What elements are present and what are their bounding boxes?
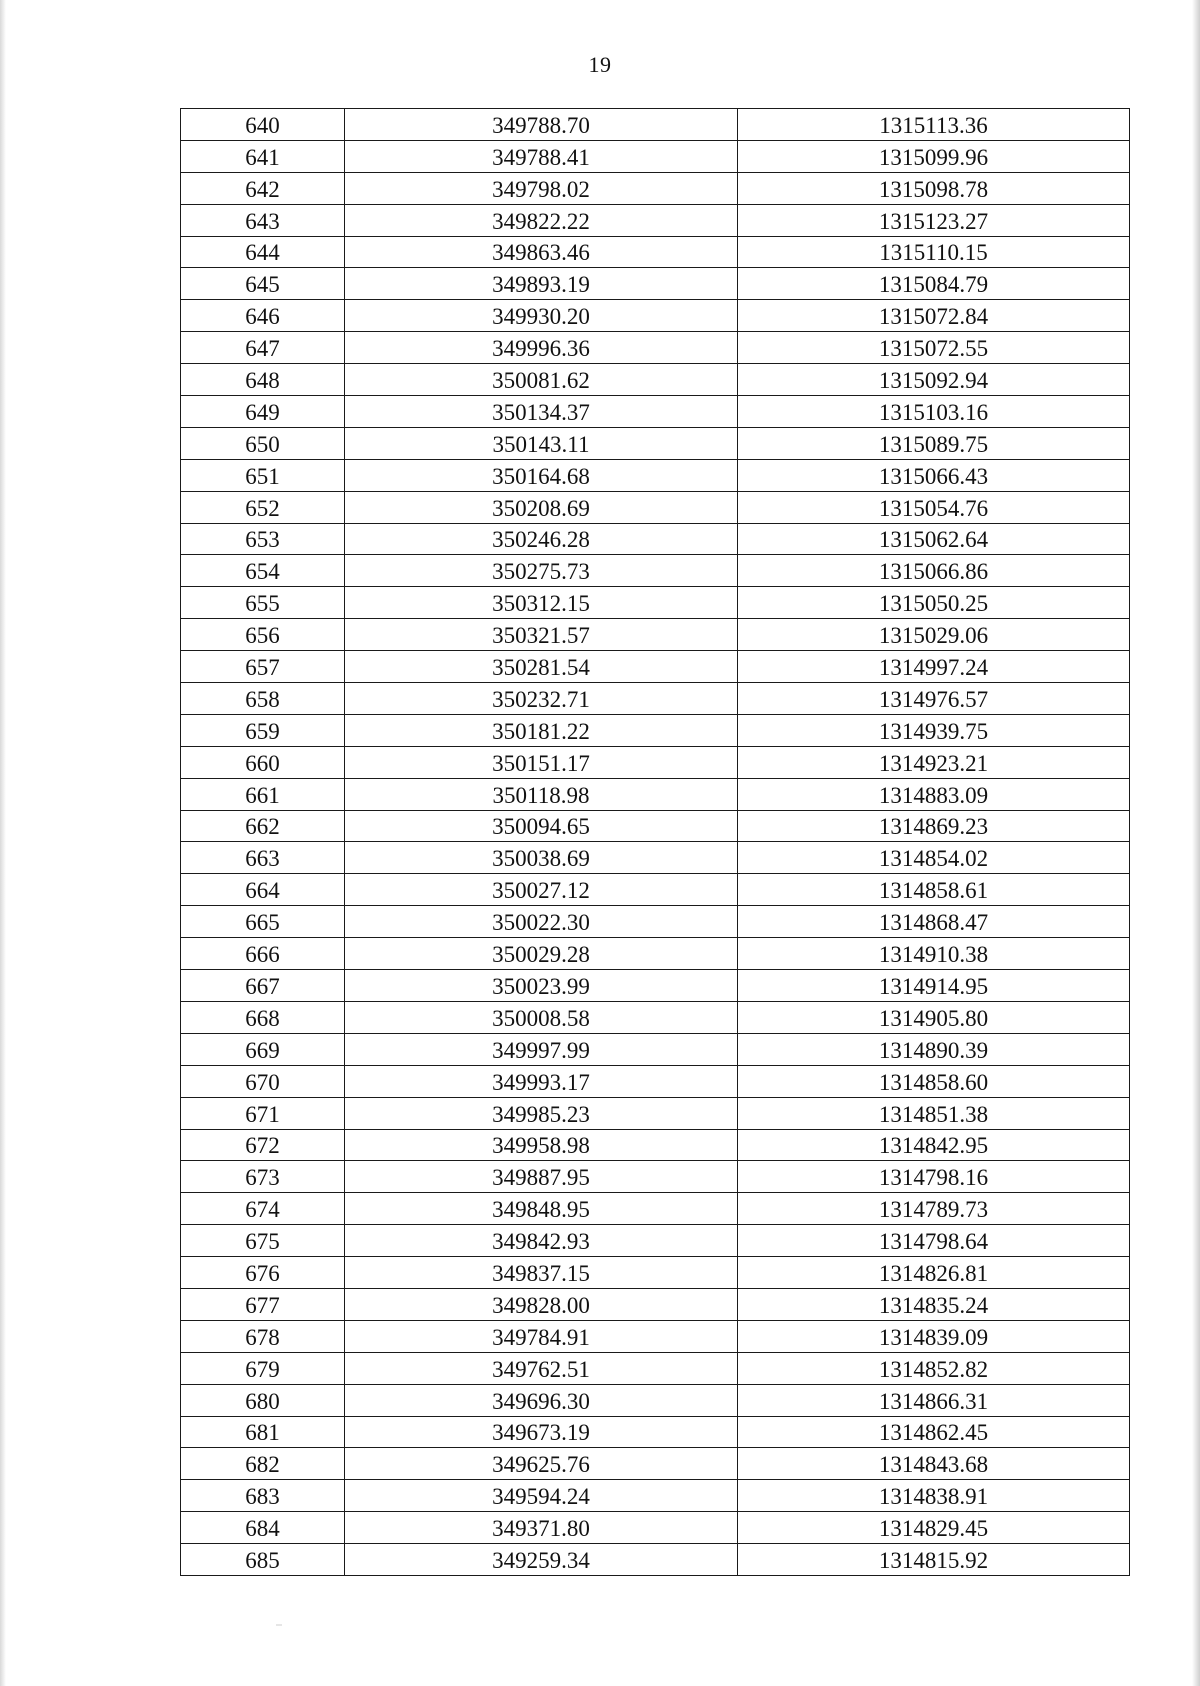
table-row [181, 714, 1130, 746]
point-id-cell: 677 [181, 1288, 345, 1320]
table-row [181, 683, 1130, 715]
y-coordinate-cell: 1315072.55 [738, 332, 1130, 364]
table-row [181, 204, 1130, 236]
y-coordinate-cell: 1314839.09 [738, 1320, 1130, 1352]
x-coordinate-cell: 350027.12 [345, 874, 738, 906]
x-coordinate-cell: 350081.62 [345, 364, 738, 396]
table-row [181, 459, 1130, 491]
y-coordinate-cell: 1314869.23 [738, 810, 1130, 842]
x-coordinate-cell: 349798.02 [345, 172, 738, 204]
table-row [181, 491, 1130, 523]
table-row [181, 1320, 1130, 1352]
x-coordinate-cell: 350038.69 [345, 842, 738, 874]
y-coordinate-cell: 1315066.43 [738, 459, 1130, 491]
scan-edge-right [1192, 0, 1200, 1686]
y-coordinate-cell: 1314923.21 [738, 746, 1130, 778]
x-coordinate-cell: 350246.28 [345, 523, 738, 555]
point-id-cell: 653 [181, 523, 345, 555]
y-coordinate-cell: 1315089.75 [738, 427, 1130, 459]
point-id-cell: 657 [181, 651, 345, 683]
y-coordinate-cell: 1314883.09 [738, 778, 1130, 810]
table-row [181, 236, 1130, 268]
x-coordinate-cell: 349696.30 [345, 1384, 738, 1416]
table-row [181, 1480, 1130, 1512]
point-id-cell: 643 [181, 204, 345, 236]
table-row [181, 1161, 1130, 1193]
x-coordinate-cell: 349259.34 [345, 1544, 738, 1576]
point-id-cell: 665 [181, 906, 345, 938]
y-coordinate-cell: 1314798.64 [738, 1225, 1130, 1257]
y-coordinate-cell: 1314843.68 [738, 1448, 1130, 1480]
x-coordinate-cell: 349893.19 [345, 268, 738, 300]
point-id-cell: 682 [181, 1448, 345, 1480]
point-id-cell: 641 [181, 140, 345, 172]
point-id-cell: 649 [181, 396, 345, 428]
table-row [181, 1448, 1130, 1480]
scan-speck [276, 1624, 282, 1626]
x-coordinate-cell: 349822.22 [345, 204, 738, 236]
point-id-cell: 644 [181, 236, 345, 268]
point-id-cell: 667 [181, 970, 345, 1002]
point-id-cell: 683 [181, 1480, 345, 1512]
point-id-cell: 650 [181, 427, 345, 459]
x-coordinate-cell: 350312.15 [345, 587, 738, 619]
point-id-cell: 648 [181, 364, 345, 396]
point-id-cell: 671 [181, 1097, 345, 1129]
table-row [181, 1512, 1130, 1544]
point-id-cell: 640 [181, 109, 345, 141]
y-coordinate-cell: 1314835.24 [738, 1288, 1130, 1320]
x-coordinate-cell: 350094.65 [345, 810, 738, 842]
y-coordinate-cell: 1314862.45 [738, 1416, 1130, 1448]
x-coordinate-cell: 350022.30 [345, 906, 738, 938]
y-coordinate-cell: 1314851.38 [738, 1097, 1130, 1129]
y-coordinate-cell: 1314910.38 [738, 938, 1130, 970]
point-id-cell: 658 [181, 683, 345, 715]
y-coordinate-cell: 1314890.39 [738, 1033, 1130, 1065]
x-coordinate-cell: 349837.15 [345, 1257, 738, 1289]
table-row [181, 970, 1130, 1002]
x-coordinate-cell: 349930.20 [345, 300, 738, 332]
point-id-cell: 674 [181, 1193, 345, 1225]
x-coordinate-cell: 349625.76 [345, 1448, 738, 1480]
table-row [181, 1193, 1130, 1225]
y-coordinate-cell: 1314914.95 [738, 970, 1130, 1002]
y-coordinate-cell: 1314866.31 [738, 1384, 1130, 1416]
table-row [181, 396, 1130, 428]
x-coordinate-cell: 349371.80 [345, 1512, 738, 1544]
table-row [181, 619, 1130, 651]
y-coordinate-cell: 1315110.15 [738, 236, 1130, 268]
y-coordinate-cell: 1314854.02 [738, 842, 1130, 874]
table-row [181, 874, 1130, 906]
y-coordinate-cell: 1315084.79 [738, 268, 1130, 300]
point-id-cell: 668 [181, 1001, 345, 1033]
y-coordinate-cell: 1315103.16 [738, 396, 1130, 428]
point-id-cell: 663 [181, 842, 345, 874]
table-row [181, 1288, 1130, 1320]
y-coordinate-cell: 1315050.25 [738, 587, 1130, 619]
y-coordinate-cell: 1314852.82 [738, 1352, 1130, 1384]
y-coordinate-cell: 1315113.36 [738, 109, 1130, 141]
table-row [181, 1001, 1130, 1033]
table-row [181, 332, 1130, 364]
y-coordinate-cell: 1314826.81 [738, 1257, 1130, 1289]
x-coordinate-cell: 349788.70 [345, 109, 738, 141]
table-row [181, 906, 1130, 938]
point-id-cell: 652 [181, 491, 345, 523]
table-row [181, 172, 1130, 204]
x-coordinate-cell: 349887.95 [345, 1161, 738, 1193]
y-coordinate-cell: 1314976.57 [738, 683, 1130, 715]
table-row [181, 1225, 1130, 1257]
point-id-cell: 656 [181, 619, 345, 651]
point-id-cell: 670 [181, 1065, 345, 1097]
scan-edge-left [0, 0, 6, 1686]
x-coordinate-cell: 349594.24 [345, 1480, 738, 1512]
y-coordinate-cell: 1314838.91 [738, 1480, 1130, 1512]
point-id-cell: 666 [181, 938, 345, 970]
table-row [181, 1129, 1130, 1161]
point-id-cell: 662 [181, 810, 345, 842]
x-coordinate-cell: 350321.57 [345, 619, 738, 651]
table-row [181, 1065, 1130, 1097]
point-id-cell: 672 [181, 1129, 345, 1161]
point-id-cell: 646 [181, 300, 345, 332]
table-row [181, 810, 1130, 842]
x-coordinate-cell: 350208.69 [345, 491, 738, 523]
table-row [181, 1544, 1130, 1576]
x-coordinate-cell: 350118.98 [345, 778, 738, 810]
point-id-cell: 678 [181, 1320, 345, 1352]
table-row [181, 842, 1130, 874]
y-coordinate-cell: 1314905.80 [738, 1001, 1130, 1033]
table-row [181, 427, 1130, 459]
x-coordinate-cell: 350281.54 [345, 651, 738, 683]
table-row [181, 1033, 1130, 1065]
point-id-cell: 685 [181, 1544, 345, 1576]
table-row [181, 1097, 1130, 1129]
point-id-cell: 669 [181, 1033, 345, 1065]
x-coordinate-cell: 349996.36 [345, 332, 738, 364]
x-coordinate-cell: 350164.68 [345, 459, 738, 491]
table-row [181, 1416, 1130, 1448]
x-coordinate-cell: 350151.17 [345, 746, 738, 778]
point-id-cell: 645 [181, 268, 345, 300]
y-coordinate-cell: 1315072.84 [738, 300, 1130, 332]
table-row [181, 268, 1130, 300]
x-coordinate-cell: 350232.71 [345, 683, 738, 715]
x-coordinate-cell: 350008.58 [345, 1001, 738, 1033]
table-row [181, 746, 1130, 778]
x-coordinate-cell: 350275.73 [345, 555, 738, 587]
y-coordinate-cell: 1314858.61 [738, 874, 1130, 906]
y-coordinate-cell: 1314939.75 [738, 714, 1130, 746]
point-id-cell: 655 [181, 587, 345, 619]
x-coordinate-cell: 349762.51 [345, 1352, 738, 1384]
point-id-cell: 664 [181, 874, 345, 906]
y-coordinate-cell: 1314829.45 [738, 1512, 1130, 1544]
y-coordinate-cell: 1314858.60 [738, 1065, 1130, 1097]
y-coordinate-cell: 1315098.78 [738, 172, 1130, 204]
point-id-cell: 675 [181, 1225, 345, 1257]
x-coordinate-cell: 349788.41 [345, 140, 738, 172]
y-coordinate-cell: 1315054.76 [738, 491, 1130, 523]
table-row [181, 523, 1130, 555]
point-id-cell: 680 [181, 1384, 345, 1416]
point-id-cell: 679 [181, 1352, 345, 1384]
point-id-cell: 673 [181, 1161, 345, 1193]
x-coordinate-cell: 350134.37 [345, 396, 738, 428]
coordinate-table-body [181, 109, 1130, 1576]
y-coordinate-cell: 1315029.06 [738, 619, 1130, 651]
x-coordinate-cell: 350143.11 [345, 427, 738, 459]
y-coordinate-cell: 1315123.27 [738, 204, 1130, 236]
x-coordinate-cell: 349673.19 [345, 1416, 738, 1448]
x-coordinate-cell: 349842.93 [345, 1225, 738, 1257]
x-coordinate-cell: 349828.00 [345, 1288, 738, 1320]
table-row [181, 778, 1130, 810]
point-id-cell: 659 [181, 714, 345, 746]
point-id-cell: 661 [181, 778, 345, 810]
table-row [181, 1384, 1130, 1416]
table-row [181, 1352, 1130, 1384]
table-row [181, 364, 1130, 396]
point-id-cell: 642 [181, 172, 345, 204]
table-row [181, 651, 1130, 683]
y-coordinate-cell: 1315066.86 [738, 555, 1130, 587]
point-id-cell: 660 [181, 746, 345, 778]
x-coordinate-cell: 349784.91 [345, 1320, 738, 1352]
table-row [181, 1257, 1130, 1289]
x-coordinate-cell: 350023.99 [345, 970, 738, 1002]
point-id-cell: 651 [181, 459, 345, 491]
y-coordinate-cell: 1314842.95 [738, 1129, 1130, 1161]
y-coordinate-cell: 1314798.16 [738, 1161, 1130, 1193]
point-id-cell: 647 [181, 332, 345, 364]
x-coordinate-cell: 349997.99 [345, 1033, 738, 1065]
y-coordinate-cell: 1314997.24 [738, 651, 1130, 683]
x-coordinate-cell: 349985.23 [345, 1097, 738, 1129]
x-coordinate-cell: 350029.28 [345, 938, 738, 970]
y-coordinate-cell: 1314868.47 [738, 906, 1130, 938]
table-row [181, 555, 1130, 587]
table-row [181, 300, 1130, 332]
y-coordinate-cell: 1314815.92 [738, 1544, 1130, 1576]
y-coordinate-cell: 1315092.94 [738, 364, 1130, 396]
table-row [181, 140, 1130, 172]
y-coordinate-cell: 1315062.64 [738, 523, 1130, 555]
x-coordinate-cell: 349958.98 [345, 1129, 738, 1161]
point-id-cell: 676 [181, 1257, 345, 1289]
point-id-cell: 681 [181, 1416, 345, 1448]
x-coordinate-cell: 350181.22 [345, 714, 738, 746]
point-id-cell: 654 [181, 555, 345, 587]
y-coordinate-cell: 1315099.96 [738, 140, 1130, 172]
page-number: 19 [588, 52, 612, 77]
x-coordinate-cell: 349993.17 [345, 1065, 738, 1097]
coordinate-table [180, 108, 1130, 1576]
point-id-cell: 684 [181, 1512, 345, 1544]
table-row [181, 938, 1130, 970]
y-coordinate-cell: 1314789.73 [738, 1193, 1130, 1225]
x-coordinate-cell: 349863.46 [345, 236, 738, 268]
table-row [181, 109, 1130, 141]
x-coordinate-cell: 349848.95 [345, 1193, 738, 1225]
table-row [181, 587, 1130, 619]
